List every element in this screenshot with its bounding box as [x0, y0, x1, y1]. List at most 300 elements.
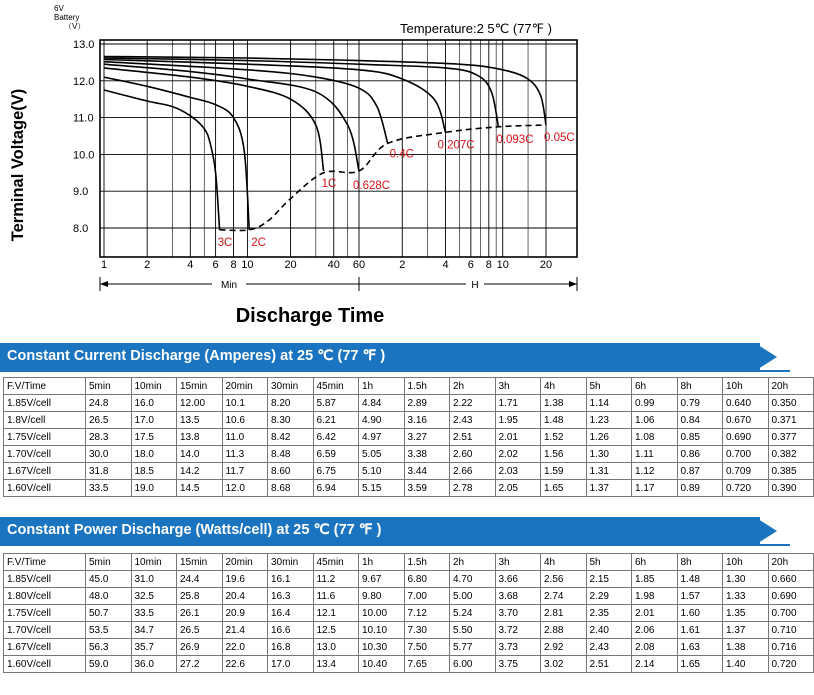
table-cell: 3.66 — [495, 571, 541, 588]
table-cell: 0.377 — [768, 429, 814, 446]
series-label: 0.05C — [544, 131, 575, 144]
table-cell: 0.700 — [768, 605, 814, 622]
table-cell: 22.0 — [222, 639, 268, 656]
table-cell: 20.9 — [222, 605, 268, 622]
table-cell: 10.00 — [359, 605, 405, 622]
table-cell: 5.00 — [450, 588, 496, 605]
discharge-curve-3C — [104, 90, 220, 230]
column-header: 10h — [723, 378, 769, 395]
table-cell: 2.05 — [495, 480, 541, 497]
table-cell: 1.85 — [632, 571, 678, 588]
table-cell: 1.52 — [541, 429, 587, 446]
table-cell: 0.390 — [768, 480, 814, 497]
table-cell: 1.35 — [723, 605, 769, 622]
table-cell: 14.2 — [177, 463, 223, 480]
table-cell: 0.385 — [768, 463, 814, 480]
column-header: 20h — [768, 378, 814, 395]
table-cell: 30.0 — [86, 446, 132, 463]
column-header: 4h — [541, 554, 587, 571]
column-header: 20min — [222, 554, 268, 571]
table-cell: 7.12 — [404, 605, 450, 622]
table-cell: 1.65 — [541, 480, 587, 497]
table-cell: 8.42 — [268, 429, 314, 446]
discharge-chart-svg — [0, 0, 790, 335]
table-cell: 6.80 — [404, 571, 450, 588]
table-cell: 0.85 — [677, 429, 723, 446]
table-cell: 6.94 — [313, 480, 359, 497]
table-cell: 12.00 — [177, 395, 223, 412]
table-cell: 19.0 — [131, 480, 177, 497]
column-header: 5h — [586, 554, 632, 571]
table-cell: 3.70 — [495, 605, 541, 622]
x-tick-label: 4 — [187, 259, 194, 271]
table-cell: 0.670 — [723, 412, 769, 429]
column-header: 15min — [177, 378, 223, 395]
x-tick-label: 4 — [442, 259, 449, 271]
table-cell: 1.30 — [586, 446, 632, 463]
table-cell: 1.71 — [495, 395, 541, 412]
x-unit-min-label: Min — [220, 280, 238, 291]
x-tick-label: 10 — [496, 259, 509, 271]
column-header: F.V/Time — [4, 554, 86, 571]
x-axis-title: Discharge Time — [235, 305, 385, 327]
current-table-title: Constant Current Discharge (Amperes) at 25 ℃ (77 ℉ ) — [7, 348, 386, 364]
row-label: 1.8V/cell — [4, 412, 86, 429]
table-row — [4, 412, 814, 429]
series-label: 3C — [217, 236, 233, 249]
table-row — [4, 463, 814, 480]
column-header: 45min — [313, 554, 359, 571]
table-cell: 14.0 — [177, 446, 223, 463]
discharge-curve-2C — [104, 77, 249, 230]
table-cell: 14.5 — [177, 480, 223, 497]
table-cell: 5.50 — [450, 622, 496, 639]
table-cell: 16.8 — [268, 639, 314, 656]
table-cell: 8.48 — [268, 446, 314, 463]
table-cell: 7.00 — [404, 588, 450, 605]
table-cell: 24.4 — [177, 571, 223, 588]
table-cell: 2.01 — [632, 605, 678, 622]
table-cell: 8.30 — [268, 412, 314, 429]
table-cell: 2.78 — [450, 480, 496, 497]
table-cell: 13.4 — [313, 656, 359, 673]
table-cell: 3.02 — [541, 656, 587, 673]
table-header-row — [4, 554, 814, 571]
table-cell: 5.15 — [359, 480, 405, 497]
table-cell: 2.03 — [495, 463, 541, 480]
table-cell: 8.20 — [268, 395, 314, 412]
table-cell: 2.51 — [586, 656, 632, 673]
table-cell: 5.05 — [359, 446, 405, 463]
table-cell: 7.65 — [404, 656, 450, 673]
table-cell: 11.7 — [222, 463, 268, 480]
table-cell: 1.57 — [677, 588, 723, 605]
x-tick-label: 60 — [352, 259, 366, 271]
table-cell: 31.8 — [86, 463, 132, 480]
table-row — [4, 622, 814, 639]
table-cell: 3.16 — [404, 412, 450, 429]
table-cell: 27.2 — [177, 656, 223, 673]
table-cell: 2.81 — [541, 605, 587, 622]
y-tick-label: 9.0 — [73, 186, 89, 199]
table-cell: 2.29 — [586, 588, 632, 605]
table-cell: 11.6 — [313, 588, 359, 605]
table-cell: 24.8 — [86, 395, 132, 412]
table-cell: 28.3 — [86, 429, 132, 446]
column-header: 3h — [495, 378, 541, 395]
table-cell: 1.37 — [586, 480, 632, 497]
table-cell: 17.0 — [131, 412, 177, 429]
y-tick-label: 10.0 — [73, 149, 95, 162]
table-cell: 8.60 — [268, 463, 314, 480]
y-tick-label: 11.0 — [73, 112, 94, 125]
table-cell: 11.2 — [313, 571, 359, 588]
column-header: 30min — [268, 554, 314, 571]
row-label: 1.67V/cell — [4, 639, 86, 656]
column-header: 1h — [359, 554, 405, 571]
table-cell: 26.9 — [177, 639, 223, 656]
table-cell: 12.1 — [313, 605, 359, 622]
series-label: 2C — [251, 236, 266, 249]
table-cell: 5.87 — [313, 395, 359, 412]
table-cell: 13.5 — [177, 412, 223, 429]
table-cell: 0.79 — [677, 395, 723, 412]
table-cell: 12.5 — [313, 622, 359, 639]
column-header: 6h — [632, 378, 678, 395]
table-cell: 9.67 — [359, 571, 405, 588]
x-tick-label: 20 — [284, 259, 297, 271]
table-cell: 1.23 — [586, 412, 632, 429]
table-cell: 50.7 — [86, 605, 132, 622]
table-cell: 16.4 — [268, 605, 314, 622]
table-cell: 26.1 — [177, 605, 223, 622]
y-tick-label: 8.0 — [73, 223, 89, 235]
x-tick-label: 8 — [230, 259, 237, 271]
table-cell: 48.0 — [86, 588, 132, 605]
table-cell: 1.17 — [632, 480, 678, 497]
column-header: 5min — [86, 378, 132, 395]
table-cell: 5.77 — [450, 639, 496, 656]
series-label: 0.093C — [496, 133, 534, 146]
table-cell: 32.5 — [131, 588, 177, 605]
table-cell: 1.31 — [586, 463, 632, 480]
table-cell: 2.35 — [586, 605, 632, 622]
table-cell: 6.00 — [450, 656, 496, 673]
table-cell: 19.6 — [222, 571, 268, 588]
table-cell: 1.14 — [586, 395, 632, 412]
table-cell: 3.72 — [495, 622, 541, 639]
table-cell: 3.44 — [404, 463, 450, 480]
column-header: 15min — [177, 554, 223, 571]
table-cell: 1.40 — [723, 656, 769, 673]
x-tick-label: 20 — [539, 259, 553, 271]
column-header: 45min — [313, 378, 359, 395]
column-header: 2h — [450, 554, 496, 571]
column-header: 10min — [131, 554, 177, 571]
table-cell: 1.26 — [586, 429, 632, 446]
table-row — [4, 429, 814, 446]
table-row — [4, 480, 814, 497]
table-cell: 56.3 — [86, 639, 132, 656]
table-cell: 4.84 — [359, 395, 405, 412]
table-cell: 1.63 — [677, 639, 723, 656]
x-tick-label: 2 — [144, 259, 151, 271]
table-cell: 59.0 — [86, 656, 132, 673]
table-cell: 0.690 — [723, 429, 769, 446]
table-cell: 4.70 — [450, 571, 496, 588]
table-row — [4, 605, 814, 622]
table-cell: 2.74 — [541, 588, 587, 605]
series-label: 0.4C — [389, 148, 414, 161]
table-cell: 53.5 — [86, 622, 132, 639]
table-cell: 4.90 — [359, 412, 405, 429]
plot-frame — [100, 40, 577, 257]
table-cell: 1.98 — [632, 588, 678, 605]
column-header: 5min — [86, 554, 132, 571]
x-tick-label: 6 — [212, 259, 219, 271]
table-cell: 10.10 — [359, 622, 405, 639]
table-cell: 6.42 — [313, 429, 359, 446]
row-label: 1.75V/cell — [4, 605, 86, 622]
table-cell: 10.1 — [222, 395, 268, 412]
table-cell: 10.40 — [359, 656, 405, 673]
row-label: 1.70V/cell — [4, 622, 86, 639]
x-tick-label: 10 — [241, 259, 254, 271]
y-tick-label: 12.0 — [73, 75, 95, 88]
table-cell: 2.01 — [495, 429, 541, 446]
row-label: 1.67V/cell — [4, 463, 86, 480]
table-cell: 10.30 — [359, 639, 405, 656]
table-cell: 7.30 — [404, 622, 450, 639]
table-cell: 2.02 — [495, 446, 541, 463]
table-cell: 18.0 — [131, 446, 177, 463]
y-tick-label: 13.0 — [73, 39, 95, 51]
table-cell: 0.382 — [768, 446, 814, 463]
table-cell: 2.14 — [632, 656, 678, 673]
power-discharge-table — [3, 553, 814, 673]
table-cell: 2.92 — [541, 639, 587, 656]
table-cell: 1.38 — [541, 395, 587, 412]
column-header: 1h — [359, 378, 405, 395]
column-header: 30min — [268, 378, 314, 395]
temperature-note: Temperature:2 5℃ (77℉ ) — [400, 21, 552, 36]
table-cell: 3.38 — [404, 446, 450, 463]
y-axis-title: Terminal Voltage(V) — [9, 88, 27, 242]
table-row — [4, 395, 814, 412]
y-unit-label: Battery — [54, 13, 80, 22]
column-header: 20h — [768, 554, 814, 571]
table-cell: 33.5 — [86, 480, 132, 497]
table-cell: 20.4 — [222, 588, 268, 605]
column-header: 5h — [586, 378, 632, 395]
y-unit-label: （V） — [64, 22, 86, 31]
row-label: 1.75V/cell — [4, 429, 86, 446]
table-cell: 1.37 — [723, 622, 769, 639]
table-cell: 1.65 — [677, 656, 723, 673]
table-cell: 7.50 — [404, 639, 450, 656]
table-cell: 4.97 — [359, 429, 405, 446]
table-cell: 1.30 — [723, 571, 769, 588]
row-label: 1.70V/cell — [4, 446, 86, 463]
table-cell: 0.89 — [677, 480, 723, 497]
table-cell: 21.4 — [222, 622, 268, 639]
table-cell: 11.3 — [222, 446, 268, 463]
table-cell: 31.0 — [131, 571, 177, 588]
hour-range-arrow-right — [569, 281, 577, 287]
row-label: 1.85V/cell — [4, 395, 86, 412]
table-cell: 1.95 — [495, 412, 541, 429]
table-cell: 1.61 — [677, 622, 723, 639]
table-cell: 10.6 — [222, 412, 268, 429]
x-tick-label: 8 — [485, 259, 492, 271]
table-cell: 1.33 — [723, 588, 769, 605]
table-cell: 2.08 — [632, 639, 678, 656]
column-header: 6h — [632, 554, 678, 571]
table-cell: 16.6 — [268, 622, 314, 639]
table-cell: 35.7 — [131, 639, 177, 656]
table-cell: 3.73 — [495, 639, 541, 656]
column-header: 8h — [677, 378, 723, 395]
table-cell: 0.720 — [768, 656, 814, 673]
table-cell: 1.06 — [632, 412, 678, 429]
table-cell: 0.99 — [632, 395, 678, 412]
column-header: 20min — [222, 378, 268, 395]
table-row — [4, 588, 814, 605]
table-cell: 33.5 — [131, 605, 177, 622]
table-cell: 2.60 — [450, 446, 496, 463]
table-cell: 2.89 — [404, 395, 450, 412]
table-cell: 8.68 — [268, 480, 314, 497]
table-cell: 0.371 — [768, 412, 814, 429]
table-cell: 0.690 — [768, 588, 814, 605]
table-cell: 1.12 — [632, 463, 678, 480]
table-cell: 1.56 — [541, 446, 587, 463]
column-header: 1.5h — [404, 378, 450, 395]
column-header: 2h — [450, 378, 496, 395]
table-cell: 1.48 — [677, 571, 723, 588]
table-cell: 13.0 — [313, 639, 359, 656]
table-cell: 17.5 — [131, 429, 177, 446]
table-cell: 2.43 — [450, 412, 496, 429]
table-cell: 25.8 — [177, 588, 223, 605]
table-cell: 1.48 — [541, 412, 587, 429]
table-cell: 45.0 — [86, 571, 132, 588]
row-label: 1.60V/cell — [4, 480, 86, 497]
row-label: 1.60V/cell — [4, 656, 86, 673]
series-label: 1C — [321, 177, 337, 190]
table-cell: 2.22 — [450, 395, 496, 412]
table-cell: 3.59 — [404, 480, 450, 497]
table-cell: 26.5 — [86, 412, 132, 429]
column-header: 4h — [541, 378, 587, 395]
column-header: 10h — [723, 554, 769, 571]
column-header: 8h — [677, 554, 723, 571]
y-unit-label: 6V — [54, 4, 64, 13]
table-cell: 2.51 — [450, 429, 496, 446]
table-cell: 0.84 — [677, 412, 723, 429]
table-header-row — [4, 378, 814, 395]
table-cell: 6.59 — [313, 446, 359, 463]
table-cell: 2.43 — [586, 639, 632, 656]
table-cell: 0.640 — [723, 395, 769, 412]
table-cell: 1.08 — [632, 429, 678, 446]
table-cell: 16.0 — [131, 395, 177, 412]
table-cell: 2.56 — [541, 571, 587, 588]
x-tick-label: 2 — [399, 259, 406, 271]
table-cell: 3.75 — [495, 656, 541, 673]
series-label: 0.628C — [353, 179, 391, 192]
min-range-arrow-left — [100, 281, 108, 287]
table-row — [4, 639, 814, 656]
table-cell: 0.86 — [677, 446, 723, 463]
table-cell: 2.15 — [586, 571, 632, 588]
table-cell: 0.350 — [768, 395, 814, 412]
table-cell: 3.68 — [495, 588, 541, 605]
table-cell: 2.06 — [632, 622, 678, 639]
x-tick-label: 1 — [100, 259, 108, 271]
discharge-curve-0p207C — [104, 60, 446, 133]
table-cell: 16.1 — [268, 571, 314, 588]
table-cell: 2.66 — [450, 463, 496, 480]
table-cell: 1.38 — [723, 639, 769, 656]
table-cell: 26.5 — [177, 622, 223, 639]
table-cell: 9.80 — [359, 588, 405, 605]
x-tick-label: 6 — [467, 259, 474, 271]
table-cell: 2.88 — [541, 622, 587, 639]
table-cell: 0.716 — [768, 639, 814, 656]
discharge-chart — [0, 0, 790, 335]
table-cell: 3.27 — [404, 429, 450, 446]
table-cell: 17.0 — [268, 656, 314, 673]
table-cell: 1.59 — [541, 463, 587, 480]
power-table-banner — [0, 517, 790, 549]
table-cell: 0.720 — [723, 480, 769, 497]
row-label: 1.80V/cell — [4, 588, 86, 605]
table-cell: 1.60 — [677, 605, 723, 622]
discharge-curve-0p4C — [104, 62, 388, 144]
table-cell: 5.10 — [359, 463, 405, 480]
table-cell: 2.40 — [586, 622, 632, 639]
table-row — [4, 656, 814, 673]
table-cell: 11.0 — [222, 429, 268, 446]
table-cell: 22.6 — [222, 656, 268, 673]
column-header: F.V/Time — [4, 378, 86, 395]
table-row — [4, 571, 814, 588]
x-unit-hour-label: H — [471, 280, 479, 291]
column-header: 3h — [495, 554, 541, 571]
table-cell: 0.710 — [768, 622, 814, 639]
power-table-title: Constant Power Discharge (Watts/cell) at 25 ℃ (77 ℉ ) — [7, 522, 382, 538]
current-discharge-table — [3, 377, 814, 497]
table-cell: 6.21 — [313, 412, 359, 429]
table-cell: 34.7 — [131, 622, 177, 639]
x-tick-label: 40 — [327, 259, 340, 271]
table-cell: 0.700 — [723, 446, 769, 463]
table-cell: 5.24 — [450, 605, 496, 622]
table-cell: 18.5 — [131, 463, 177, 480]
column-header: 10min — [131, 378, 177, 395]
series-label: 0.207C — [437, 139, 475, 152]
table-cell: 12.0 — [222, 480, 268, 497]
table-cell: 36.0 — [131, 656, 177, 673]
current-table-banner — [0, 343, 790, 375]
table-cell: 16.3 — [268, 588, 314, 605]
row-label: 1.85V/cell — [4, 571, 86, 588]
table-cell: 1.11 — [632, 446, 678, 463]
table-cell: 6.75 — [313, 463, 359, 480]
table-cell: 0.709 — [723, 463, 769, 480]
table-cell: 13.8 — [177, 429, 223, 446]
